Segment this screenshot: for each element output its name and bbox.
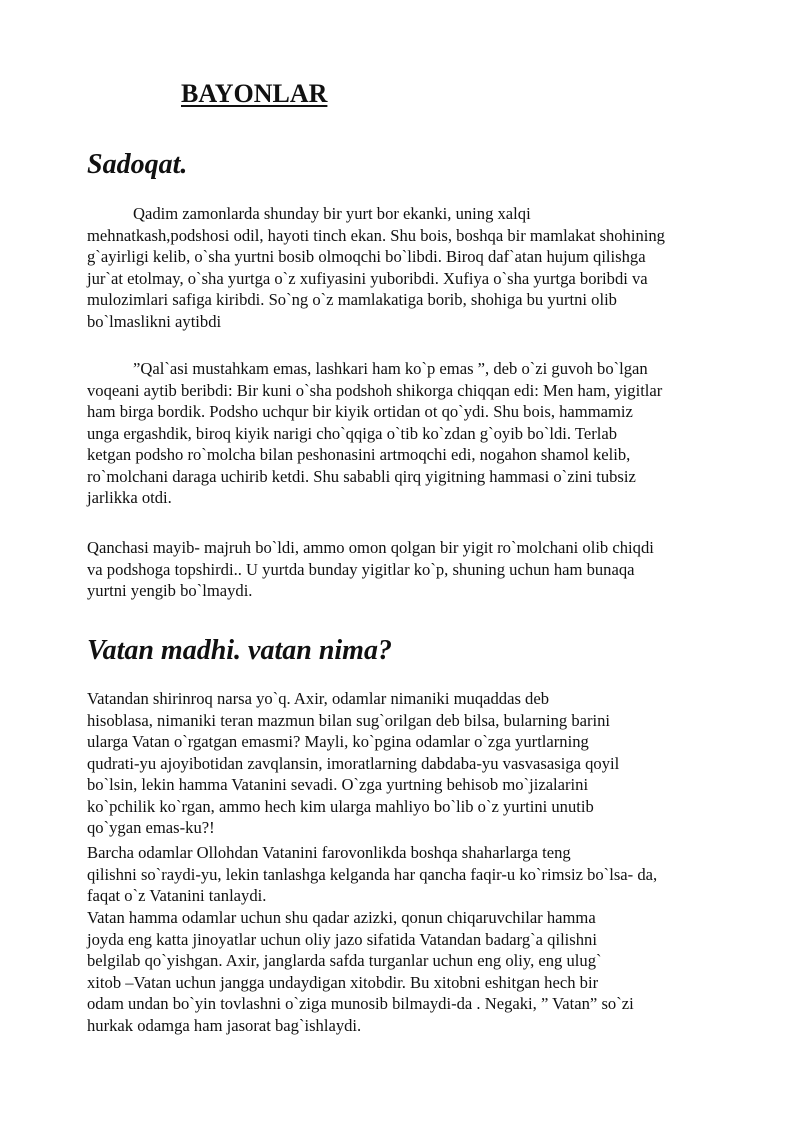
paragraph-line: voqeani aytib beribdi: Bir kuni o`sha podshoh shikorga chiqqan edi: Men ham, yigitlar [87, 380, 663, 400]
document-title: BAYONLAR [181, 79, 328, 108]
paragraph-line: jarlikka otdi. [87, 488, 172, 507]
paragraph-line: ro`molchani daraga uchirib ketdi. Shu sababli qirq yigitning hammasi o`zini tubsiz [87, 466, 636, 486]
paragraph-line: hisoblasa, nimaniki teran mazmun bilan sug`orilgan deb bilsa, bularning barini [87, 710, 611, 730]
paragraph-line: g`ayirligi kelib, o`sha yurtni bosib olmoqchi bo`libdi. Biroq daf`atan hujum qilishga [87, 247, 646, 266]
paragraph-line: qo`ygan emas-ku?! [87, 818, 215, 837]
paragraph-line: qudrati-yu ajoyibotidan zavqlansin, imoratlarning dabdaba-yu vasvasasiga qoyil [87, 753, 620, 773]
paragraph-line: mulozimlari safiga kiribdi. So`ng o`z mamlakatiga borib, shohiga bu yurtni olib [87, 290, 617, 309]
paragraph-line: hurkak odamga ham jasorat bag`ishlaydi. [87, 1015, 362, 1035]
paragraph-line: Vatan hamma odamlar uchun shu qadar azizki, qonun chiqaruvchilar hamma [87, 908, 596, 927]
paragraph [87, 688, 747, 839]
paragraph-line: jur`at etolmay, o`sha yurtga o`z xufiyasini yuboribdi. Xufiya o`sha yurtga boribdi va [87, 268, 648, 288]
paragraph-line: odam undan bo`yin tovlashni o`ziga munosib bilmaydi-da . Negaki, ” Vatan” so`zi [87, 994, 634, 1013]
paragraph-line: ularga Vatan o`rgatgan emasmi? Mayli, ko`pgina odamlar o`zga yurtlarning [87, 732, 589, 751]
paragraph-line: bo`lsin, lekin hamma Vatanini sevadi. O`zga yurtning behisob mo`jizalarini [87, 775, 589, 794]
section-heading-vatan-madhi: Vatan madhi. vatan nima? [87, 635, 392, 666]
paragraph-line: va podshoga topshirdi.. U yurtda bunday yigitlar ko`p, shuning uchun ham bunaqa [87, 559, 635, 579]
paragraph [87, 907, 747, 1036]
paragraph-line: ketgan podsho ro`molcha bilan peshonasini artmoqchi edi, nogahon shamol kelib, [87, 445, 631, 464]
paragraph-line: ko`pchilik ko`rgan, ammo hech kim ularga mahliyo bo`lib o`z yurtini unutib [87, 796, 594, 816]
section-heading-sadoqat: Sadoqat. [87, 149, 188, 180]
paragraph-line: joyda eng katta jinoyatlar uchun oliy jazo sifatida Vatandan badarg`a qilishni [87, 929, 597, 949]
paragraph [87, 842, 747, 907]
paragraph-line: Qanchasi mayib- majruh bo`ldi, ammo omon qolgan bir yigit ro`molchani olib chiqdi [87, 538, 654, 557]
paragraph [87, 203, 747, 332]
paragraph [87, 358, 747, 509]
paragraph [87, 537, 747, 602]
paragraph-line: ham birga bordik. Podsho uchqur bir kiyik ortidan ot qo`ydi. Shu bois, hammamiz [87, 402, 633, 421]
paragraph-line: Qadim zamonlarda shunday bir yurt bor ekanki, uning xalqi [133, 204, 531, 223]
paragraph-line: mehnatkash,podshosi odil, hayoti tinch ekan. Shu bois, boshqa bir mamlakat shohining [87, 225, 665, 245]
paragraph-line: qilishni so`raydi-yu, lekin tanlashga kelganda har qancha faqir-u ko`rimsiz bo`lsa- da, [87, 864, 658, 884]
paragraph-line: ”Qal`asi mustahkam emas, lashkari ham ko`p emas ”, deb o`zi guvoh bo`lgan [133, 359, 648, 378]
paragraph-line: xitob –Vatan uchun jangga undaydigan xitobdir. Bu xitobni eshitgan hech bir [87, 972, 599, 992]
paragraph-line: bo`lmaslikni aytibdi [87, 311, 222, 331]
paragraph-line: unga ergashdik, biroq kiyik narigi cho`qqiga o`tib ko`zdan g`oyib bo`ldi. Terlab [87, 423, 618, 443]
paragraph-line: yurtni yengib bo`lmaydi. [87, 581, 253, 600]
paragraph-line: Barcha odamlar Ollohdan Vatanini farovonlikda boshqa shaharlarga teng [87, 843, 571, 862]
paragraph-line: belgilab qo`yishgan. Axir, janglarda safda turganlar uchun eng oliy, eng ulug` [87, 951, 602, 970]
paragraph-line: faqat o`z Vatanini tanlaydi. [87, 886, 267, 905]
paragraph-line: Vatandan shirinroq narsa yo`q. Axir, odamlar nimaniki muqaddas deb [87, 689, 550, 708]
